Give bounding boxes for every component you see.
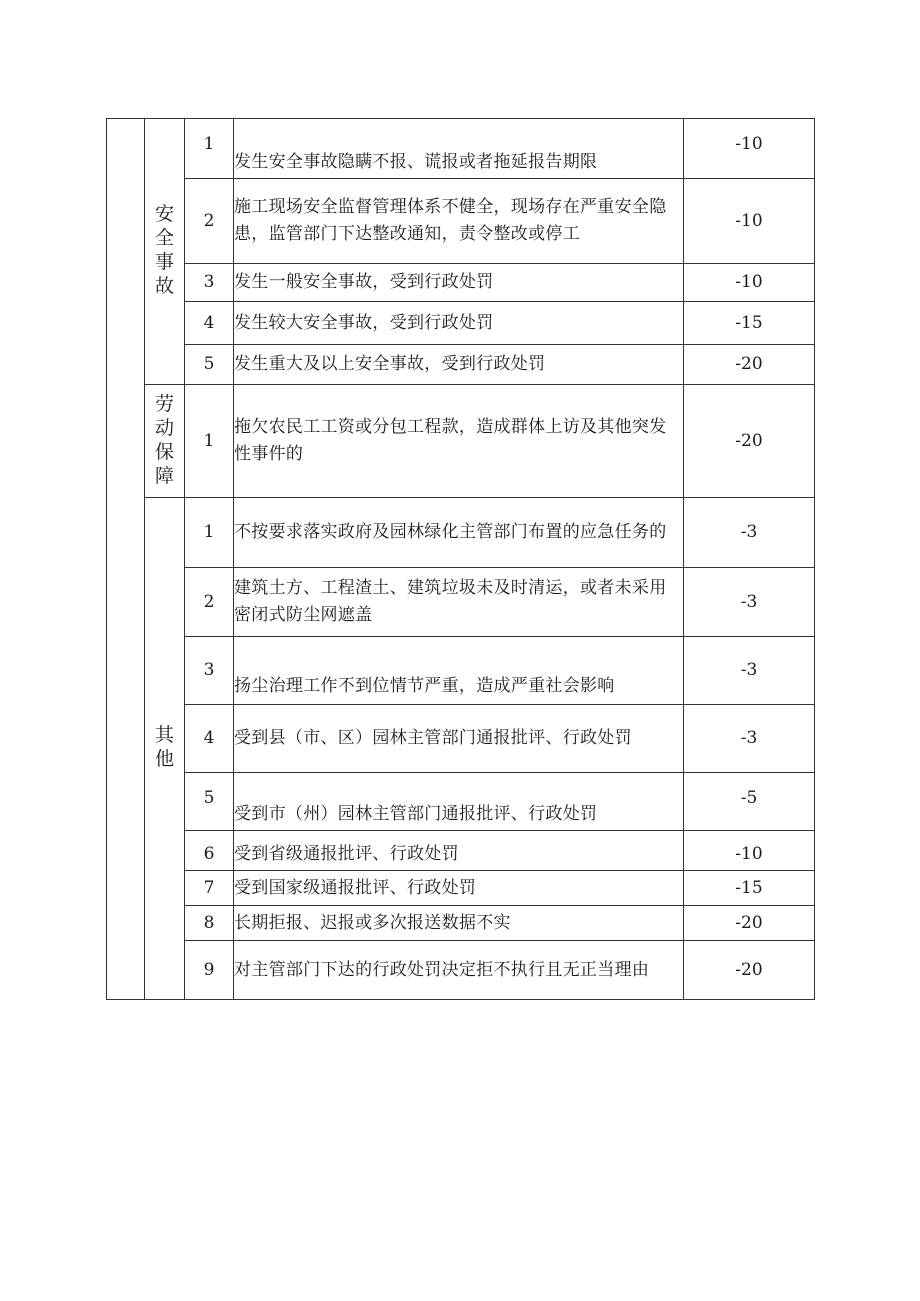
row-score: -10 [684,831,815,871]
row-number: 1 [185,498,234,568]
row-description: 不按要求落实政府及园林绿化主管部门布置的应急任务的 [234,498,684,568]
row-score: -20 [684,941,815,1000]
category-labor [145,385,185,498]
category-other-label: 其他 [154,724,174,770]
row-description: 受到省级通报批评、行政处罚 [234,831,684,871]
row-number: 1 [185,385,234,498]
row-score: -3 [684,568,815,637]
row-number: 1 [185,119,234,179]
row-description: 受到市（州）园林主管部门通报批评、行政处罚 [234,773,684,831]
table-row [107,941,815,1000]
row-score: -10 [684,264,815,302]
table-row [107,119,815,179]
table-row [107,302,815,345]
table-row [107,637,815,705]
row-number: 8 [185,906,234,941]
row-description: 受到县（市、区）园林主管部门通报批评、行政处罚 [234,705,684,773]
table-row [107,831,815,871]
table-row [107,345,815,385]
row-score: -20 [684,345,815,385]
row-number: 3 [185,264,234,302]
table-row [107,871,815,906]
row-description: 建筑土方、工程渣土、建筑垃圾未及时清运，或者未采用密闭式防尘网遮盖 [234,568,684,637]
row-description: 发生安全事故隐瞒不报、谎报或者拖延报告期限 [234,119,684,179]
table-row [107,179,815,264]
category-safety [145,119,185,385]
table-row [107,705,815,773]
row-number: 7 [185,871,234,906]
row-description: 长期拒报、迟报或多次报送数据不实 [234,906,684,941]
table-row [107,906,815,941]
row-description: 对主管部门下达的行政处罚决定拒不执行且无正当理由 [234,941,684,1000]
category-safety-label: 安全事故 [154,203,174,297]
row-number: 5 [185,773,234,831]
row-score: -15 [684,302,815,345]
table-row [107,498,815,568]
row-score: -20 [684,906,815,941]
row-score: -3 [684,498,815,568]
row-score: -15 [684,871,815,906]
table-row [107,773,815,831]
row-description: 施工现场安全监督管理体系不健全，现场存在严重安全隐患，监管部门下达整改通知，责令整改或停工 [234,179,684,264]
row-number: 2 [185,179,234,264]
row-number: 3 [185,637,234,705]
row-number: 4 [185,302,234,345]
deduction-table [106,118,815,1000]
table-row [107,568,815,637]
row-score: -20 [684,385,815,498]
row-number: 9 [185,941,234,1000]
row-number: 2 [185,568,234,637]
table-row [107,264,815,302]
row-score: -5 [684,773,815,831]
row-description: 受到国家级通报批评、行政处罚 [234,871,684,906]
row-number: 6 [185,831,234,871]
row-score: -3 [684,637,815,705]
row-number: 4 [185,705,234,773]
blank-column [107,119,145,1000]
category-other [145,498,185,1000]
row-score: -10 [684,119,815,179]
category-labor-label: 劳动保障 [154,392,174,487]
row-description: 扬尘治理工作不到位情节严重，造成严重社会影响 [234,637,684,705]
row-description: 发生重大及以上安全事故，受到行政处罚 [234,345,684,385]
row-description: 发生一般安全事故，受到行政处罚 [234,264,684,302]
row-number: 5 [185,345,234,385]
row-score: -10 [684,179,815,264]
row-description: 发生较大安全事故，受到行政处罚 [234,302,684,345]
table-row [107,385,815,498]
row-description: 拖欠农民工工资或分包工程款，造成群体上访及其他突发性事件的 [234,385,684,498]
row-score: -3 [684,705,815,773]
